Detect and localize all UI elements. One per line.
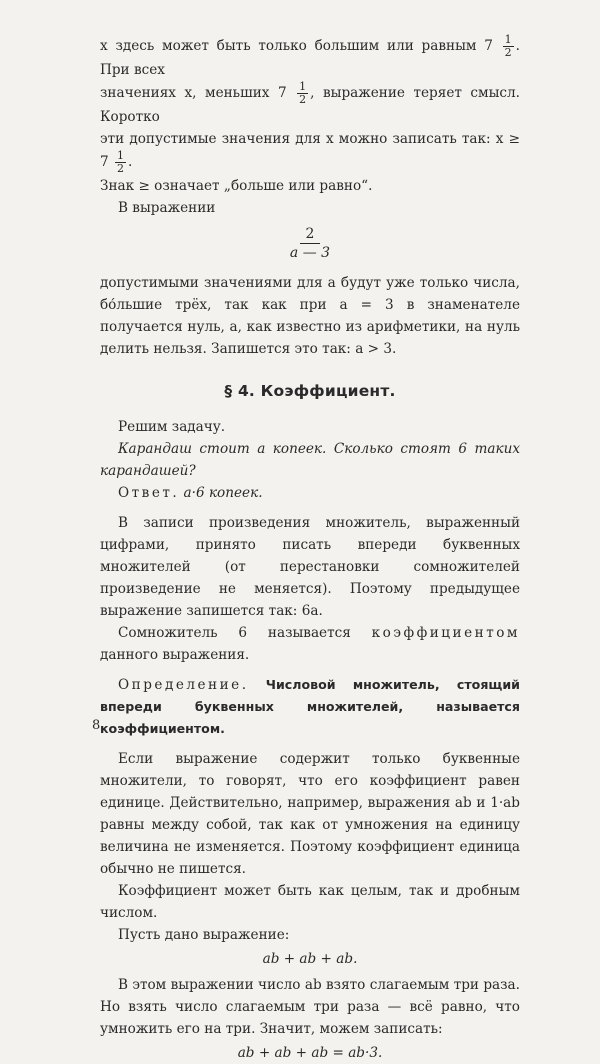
text-line: эти допустимые значения для x можно записать так: x ≥ 7 $\frac{1}{2}$ .: [100, 131, 520, 175]
problem-answer: Ответ. a·6 копеек.: [118, 485, 263, 501]
paragraph: В записи произведения множитель, выраженный цифрами, принято писать впереди буквенных множителей (от перестановки сомножителей произведение не меняется). Поэтому предыдущее выражение запишется так: 6a.: [100, 515, 520, 619]
paragraph: Сомножитель 6 называется коэффициентом данного выражения.: [100, 625, 520, 663]
paragraph: Пусть дано выражение:: [118, 927, 290, 943]
paragraph: Если выражение содержит только буквенные множители, то говорят, что его коэффициент равен единице. Действительно, например, выражения ab и 1·ab равны между собой, так как от умножения на единицу величина не изменяется. Поэтому коэффициент единица обычно не пишется.: [100, 751, 520, 877]
paragraph: В этом выражении число ab взято слагаемым три раза. Но взять число слагаемым три раза — всё равно, что умножить его на три. Значит, можем записать:: [100, 977, 520, 1037]
fraction-one-half: $\frac{1}{2}$: [116, 149, 124, 175]
fraction-one-half: $\frac{1}{2}$: [299, 80, 307, 106]
problem-intro: Решим задачу.: [118, 419, 226, 435]
paragraph: Коэффициент может быть как целым, так и дробным числом.: [100, 883, 520, 921]
section-heading: § 4. Коэффициент.: [224, 382, 396, 400]
text-line: Знак ≥ означает „больше или равно“.: [100, 178, 373, 194]
formula-sum: ab + ab + ab.: [262, 951, 358, 967]
page-number: 8: [92, 718, 101, 733]
text-line: В выражении: [118, 200, 216, 216]
formula-product: ab + ab + ab = ab·3.: [237, 1045, 383, 1061]
paragraph: допустимыми значениями для a будут уже только числа, бо́льшие трёх, так как при a = 3 в знаменателе получается нуль, а, как известно из арифметики, на нуль делить нельзя. Запишется это так: a > 3.: [100, 275, 520, 357]
fraction-one-half: $\frac{1}{2}$: [504, 33, 512, 59]
text-line: значениях x, меньших 7 $\frac{1}{2}$ , выражение теряет смысл. Коротко: [100, 80, 520, 125]
expression-fraction: 2 a — 3: [289, 226, 331, 261]
definition: Определение. Числовой множитель, стоящий впереди буквенных множителей, называется коэффициентом.: [100, 677, 520, 736]
problem-question: Карандаш стоит a копеек. Сколько стоят 6 таких карандашей?: [100, 441, 520, 479]
text-line: x здесь может быть только большим или равным 7 $\frac{1}{2}$ . При всех: [100, 33, 520, 78]
